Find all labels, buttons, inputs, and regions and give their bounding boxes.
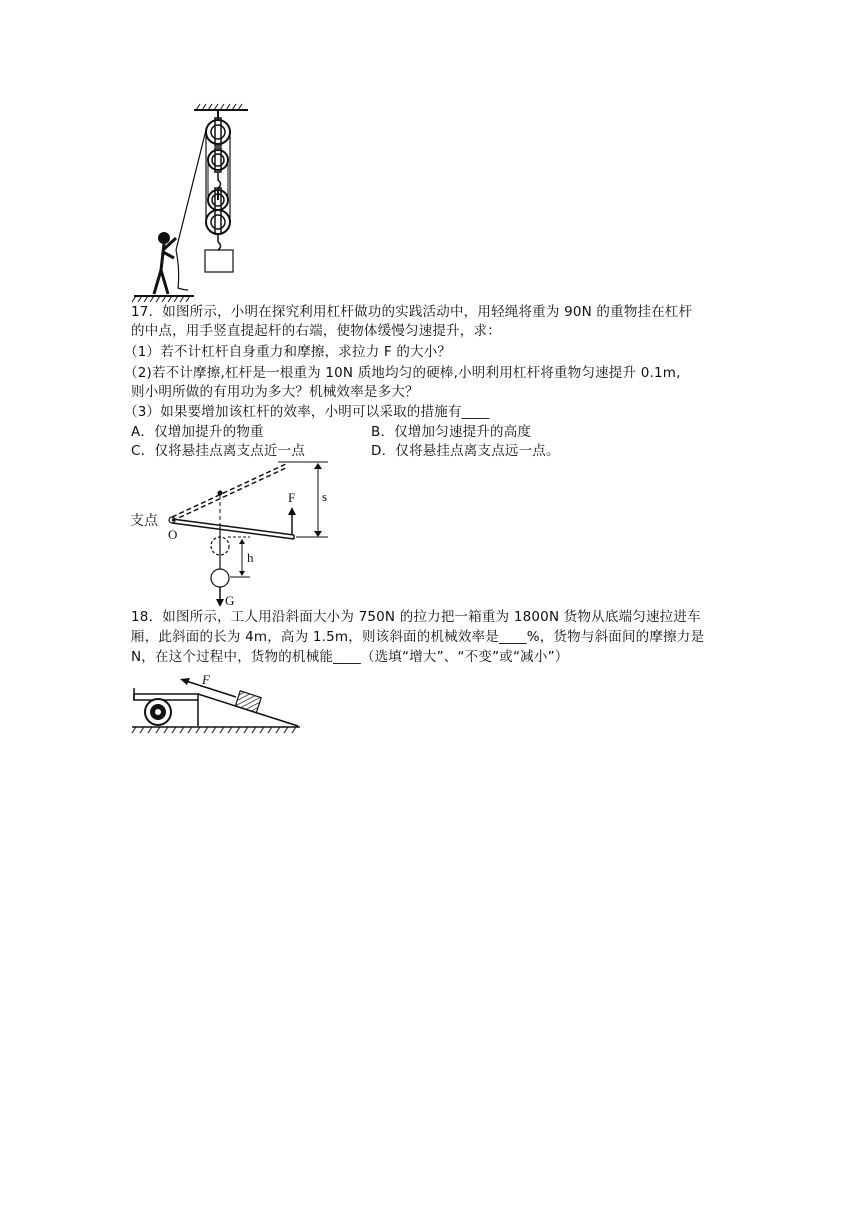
q17-part3: （3）如果要增加该杠杆的效率，小明可以采取的措施有____ <box>124 404 490 420</box>
lever-label-pivot: 支点 <box>130 513 158 529</box>
q18-stem-line3: N，在这个过程中，货物的机械能____（选填“增大”、“不变”或“减小”） <box>131 649 569 665</box>
q17-part2-line1: （2)若不计摩擦,杠杆是一根重为 10N 质地均匀的硬棒,小明利用杠杆将重物匀速提升 0.1m, <box>124 365 681 381</box>
pulley-figure <box>128 100 258 305</box>
q17-stem-line1: 17．如图所示，小明在探究利用杠杆做功的实践活动中，用轻绳将重为 90N 的重物挂在杠杆 <box>131 304 693 320</box>
incline-figure <box>128 670 308 738</box>
q17-part2-line2: 则小明所做的有用功为多大？机械效率是多大？ <box>131 384 419 400</box>
q17-option-a: A．仅增加提升的物重 <box>131 424 264 440</box>
lever-figure <box>128 455 348 610</box>
lever-label-f: F <box>288 490 296 505</box>
lever-label-g: G <box>225 593 235 608</box>
q17-option-d: D．仅将悬挂点离支点远一点。 <box>371 443 560 459</box>
lever-label-h: h <box>247 550 254 565</box>
q18-stem-line1: 18．如图所示，工人用沿斜面大小为 750N 的拉力把一箱重为 1800N 货物从底端匀速拉进车 <box>131 609 701 625</box>
q17-option-b: B．仅增加匀速提升的高度 <box>371 424 532 440</box>
q17-stem-line2: 的中点，用手竖直提起杆的右端，使物体缓慢匀速提升，求： <box>131 323 501 339</box>
incline-label-f: F <box>202 672 210 687</box>
lever-label-s: s <box>322 489 328 504</box>
q17-part1: （1）若不计杠杆自身重力和摩擦，求拉力 F 的大小？ <box>124 344 452 360</box>
lever-label-o: O <box>168 527 178 542</box>
q17-option-c: C．仅将悬挂点离支点近一点 <box>131 443 306 459</box>
q18-stem-line2: 厢，此斜面的长为 4m，高为 1.5m，则该斜面的机械效率是____%，货物与斜面间的摩擦力是 <box>131 629 705 645</box>
